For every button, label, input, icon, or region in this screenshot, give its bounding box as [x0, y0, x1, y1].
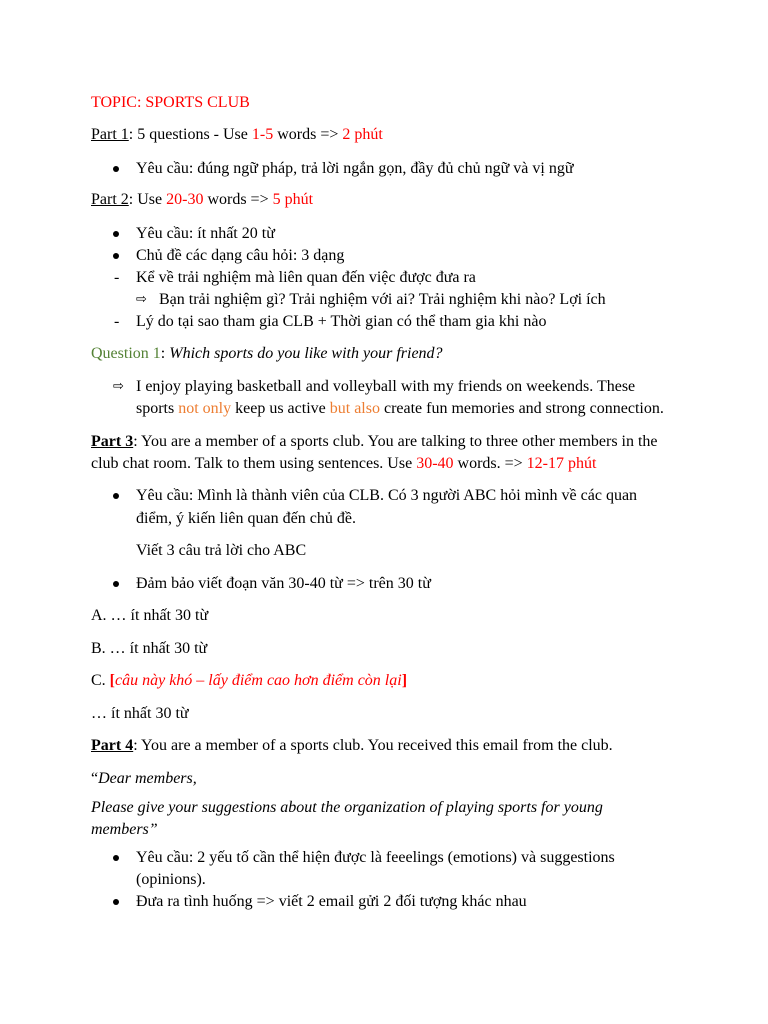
dash-icon: -: [114, 313, 120, 330]
part3-c-note: câu này khó – lấy điểm cao hơn điểm còn lại: [115, 672, 402, 689]
part3-bullet1-line1: Yêu cầu: Mình là thành viên của CLB. Có 3 người ABC hỏi mình về các quan: [136, 487, 638, 504]
question1-heading: [91, 343, 443, 365]
part3-line2-a: club chat room. Talk to them using sentences. Use: [91, 455, 417, 472]
bracket-close: ]: [401, 672, 408, 689]
part2-dash-1: Kể về trải nghiệm mà liên quan đến việc được đưa ra: [136, 269, 476, 286]
part1-label: Part 1: [91, 126, 129, 143]
answer-text-b: keep us active: [231, 400, 330, 417]
answer-text-a: sports: [136, 400, 179, 417]
part3-line2-b: words. =>: [453, 455, 527, 472]
part2-text-b: words =>: [203, 191, 273, 208]
part3-line1: : You are a member of a sports club. You are talking to three other members in the: [133, 433, 658, 450]
part1-text-a: : 5 questions - Use: [128, 126, 252, 143]
part3-bullet2: Đảm bảo viết đoạn văn 30-40 từ => trên 30 từ: [136, 575, 431, 592]
part1-bullet: Yêu cầu: đúng ngữ pháp, trả lời ngắn gọn, đầy đủ chủ ngữ và vị ngữ: [136, 160, 574, 177]
part2-heading: [91, 189, 313, 211]
question1-colon: :: [160, 345, 170, 362]
part4-line1: : You are a member of a sports club. You received this email from the club.: [133, 737, 613, 754]
part3-bullet1-line2: điểm, ý kiến liên quan đến chủ đề.: [136, 510, 356, 527]
part1-text-b: words =>: [273, 126, 343, 143]
part2-label: Part 2: [91, 191, 129, 208]
part4-bullet1-line1: Yêu cầu: 2 yếu tố cần thể hiện được là feeelings (emotions) và suggestions: [136, 849, 615, 866]
part4-please-line2: members”: [91, 821, 158, 838]
dear-members: Dear members,: [98, 770, 197, 787]
question1-label: Question 1: [91, 345, 161, 362]
part2-bullet-2: Chủ đề các dạng câu hỏi: 3 dạng: [136, 247, 345, 264]
part4-please-line1: Please give your suggestions about the organization of playing sports for young: [91, 799, 603, 816]
question1-answer-line1: I enjoy playing basketball and volleyball with my friends on weekends. These: [136, 378, 636, 395]
dash-icon: -: [114, 269, 120, 286]
part3-c-prefix: C.: [91, 672, 110, 689]
part3-answer-b: B. … ít nhất 30 từ: [91, 640, 208, 657]
question1-text: Which sports do you like with your friend?: [169, 345, 443, 362]
part2-time: 5 phút: [272, 191, 314, 208]
not-only-phrase: not only: [178, 400, 232, 417]
part3-sub: Viết 3 câu trả lời cho ABC: [136, 542, 307, 559]
part3-answer-c: [91, 670, 407, 692]
arrow-right-icon: ⇨: [113, 379, 124, 394]
part3-label: Part 3: [91, 433, 134, 450]
part1-heading: [91, 124, 383, 146]
quote-open: “: [91, 770, 99, 787]
part3-range: 30-40: [416, 455, 454, 472]
part4-bullet2: Đưa ra tình huống => viết 2 email gửi 2 đối tượng khác nhau: [136, 893, 527, 910]
question1-answer-line2: [136, 398, 664, 420]
part2-range: 20-30: [166, 191, 204, 208]
part3-heading-line2: [91, 453, 596, 475]
part3-time: 12-17 phút: [526, 455, 597, 472]
bracket-open: [: [109, 672, 115, 689]
arrow-right-icon: ⇨: [136, 292, 147, 307]
bullet-icon: [113, 891, 121, 899]
part4-heading: [91, 735, 613, 757]
but-also-phrase: but also: [329, 400, 380, 417]
bullet-icon: [113, 573, 121, 581]
topic-title: TOPIC: SPORTS CLUB: [91, 94, 250, 111]
bullet-icon: [113, 485, 121, 493]
part4-label: Part 4: [91, 737, 134, 754]
part1-time: 2 phút: [342, 126, 383, 143]
bullet-icon: [113, 847, 121, 855]
part2-bullet-1: Yêu cầu: ít nhất 20 từ: [136, 225, 275, 242]
bullet-icon: [113, 158, 121, 166]
part4-dear: [91, 768, 197, 790]
part3-heading-line1: [91, 431, 658, 453]
part2-arrow-1: Bạn trải nghiệm gì? Trải nghiệm với ai? Trải nghiệm khi nào? Lợi ích: [159, 291, 606, 308]
bullet-icon: [113, 245, 121, 253]
part3-answer-a: A. … ít nhất 30 từ: [91, 607, 209, 624]
bullet-icon: [113, 223, 121, 231]
part3-c-after: … ít nhất 30 từ: [91, 705, 189, 722]
part2-text-a: : Use: [128, 191, 167, 208]
answer-text-c: create fun memories and strong connection.: [379, 400, 664, 417]
part4-bullet1-line2: (opinions).: [136, 871, 206, 888]
part2-dash-2: Lý do tại sao tham gia CLB + Thời gian có thể tham gia khi nào: [136, 313, 547, 330]
part1-range: 1-5: [251, 126, 274, 143]
